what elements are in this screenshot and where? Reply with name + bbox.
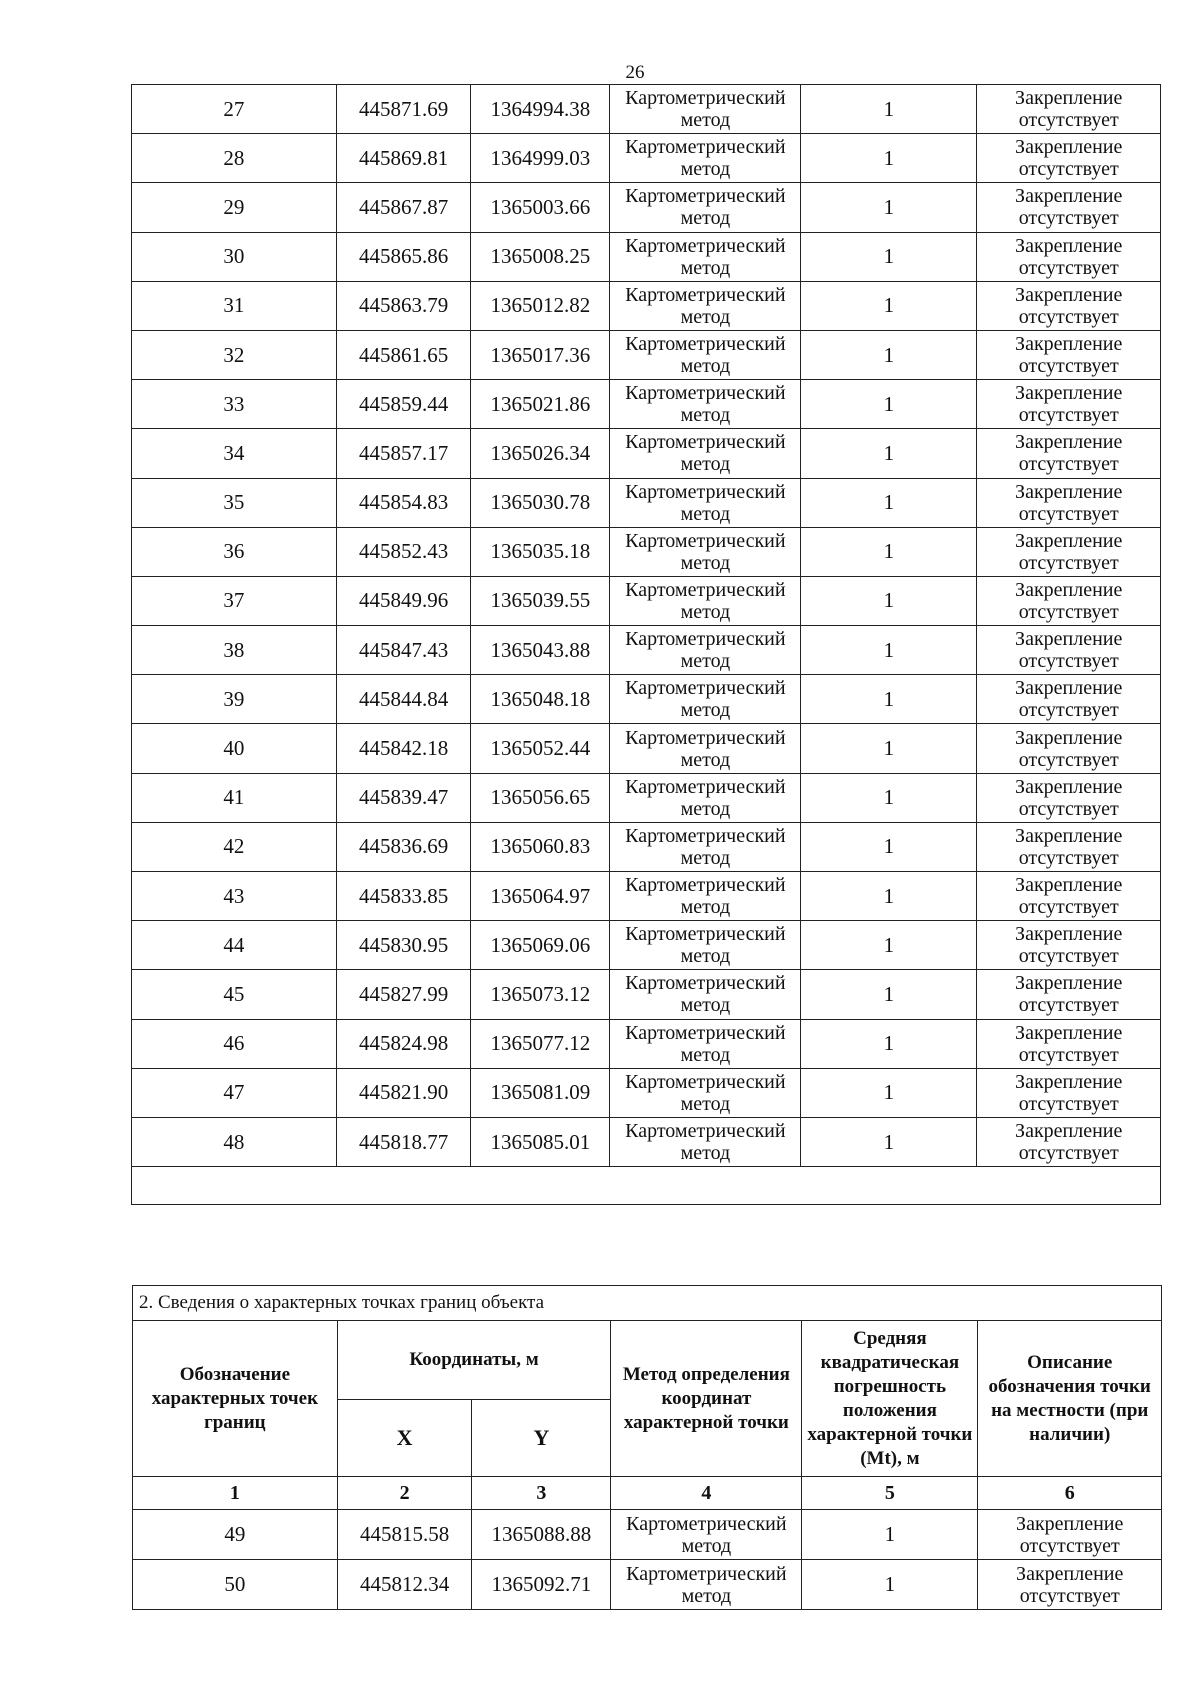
y-coordinate-cell: 1365085.01 [471,1117,610,1166]
y-coordinate-cell: 1365035.18 [471,527,610,576]
description-cell: Закрепление отсутствует [978,1560,1162,1610]
x-coordinate-cell: 445833.85 [336,872,471,921]
method-cell: Картометрический метод [610,478,801,527]
mean-error-cell: 1 [801,576,977,625]
method-cell: Картометрический метод [610,1068,801,1117]
x-coordinate-cell: 445824.98 [336,1019,471,1068]
mean-error-cell: 1 [801,281,977,330]
method-cell: Картометрический метод [610,921,801,970]
mean-error-cell: 1 [801,724,977,773]
description-cell: Закрепление отсутствует [977,1068,1161,1117]
x-coordinate-cell: 445859.44 [336,380,471,429]
y-coordinate-cell: 1364994.38 [471,85,610,134]
y-coordinate-cell: 1365064.97 [471,872,610,921]
mean-error-cell: 1 [801,183,977,232]
y-coordinate-cell: 1365043.88 [471,626,610,675]
description-cell: Закрепление отсутствует [977,478,1161,527]
y-coordinate-cell: 1365030.78 [471,478,610,527]
mean-error-cell: 1 [802,1560,978,1610]
x-coordinate-cell: 445854.83 [336,478,471,527]
point-number-cell: 27 [132,85,337,134]
mean-error-cell: 1 [801,1117,977,1166]
y-coordinate-cell: 1365008.25 [471,232,610,281]
x-coordinate-cell: 445865.86 [336,232,471,281]
table-row [132,675,1161,724]
table-row [132,134,1161,183]
header-method: Метод определения координат характерной точки [611,1321,802,1477]
y-coordinate-cell: 1365039.55 [471,576,610,625]
mean-error-cell: 1 [801,380,977,429]
description-cell: Закрепление отсутствует [977,626,1161,675]
mean-error-cell: 1 [801,626,977,675]
x-coordinate-cell: 445821.90 [336,1068,471,1117]
header-point-designation: Обозначение характерных точек границ [133,1321,338,1477]
mean-error-cell: 1 [801,921,977,970]
mean-error-cell: 1 [801,872,977,921]
table-row [132,281,1161,330]
description-cell: Закрепление отсутствует [977,576,1161,625]
point-number-cell: 41 [132,773,337,822]
header-mean-error: Средняя квадратическая погрешность положения характерной точки (Mt), м [802,1321,978,1477]
table-row [132,380,1161,429]
x-coordinate-cell: 445839.47 [336,773,471,822]
x-coordinate-cell: 445863.79 [336,281,471,330]
point-number-cell: 44 [132,921,337,970]
method-cell: Картометрический метод [610,1117,801,1166]
y-coordinate-cell: 1365026.34 [471,429,610,478]
column-number: 6 [978,1477,1162,1510]
method-cell: Картометрический метод [610,872,801,921]
x-coordinate-cell: 445844.84 [336,675,471,724]
mean-error-cell: 1 [801,1019,977,1068]
y-coordinate-cell: 1365017.36 [471,330,610,379]
point-number-cell: 43 [132,872,337,921]
y-coordinate-cell: 1365048.18 [471,675,610,724]
method-cell: Картометрический метод [610,773,801,822]
mean-error-cell: 1 [801,85,977,134]
method-cell: Картометрический метод [610,576,801,625]
table-caption: 2. Сведения о характерных точках границ объекта [133,1286,1162,1321]
mean-error-cell: 1 [801,822,977,871]
method-cell: Картометрический метод [610,675,801,724]
table-row [132,232,1161,281]
mean-error-cell: 1 [801,429,977,478]
point-number-cell: 40 [132,724,337,773]
x-coordinate-cell: 445852.43 [336,527,471,576]
point-number-cell: 36 [132,527,337,576]
y-coordinate-cell: 1365069.06 [471,921,610,970]
description-cell: Закрепление отсутствует [977,134,1161,183]
y-coordinate-cell: 1365081.09 [471,1068,610,1117]
table-row [132,183,1161,232]
point-number-cell: 38 [132,626,337,675]
x-coordinate-cell: 445836.69 [336,822,471,871]
description-cell: Закрепление отсутствует [977,970,1161,1019]
mean-error-cell: 1 [801,232,977,281]
table-row [133,1560,1162,1610]
table-row [132,1019,1161,1068]
empty-row [132,1167,1161,1205]
description-cell: Закрепление отсутствует [977,921,1161,970]
column-number: 2 [337,1477,472,1510]
header-description: Описание обозначения точки на местности (при наличии) [978,1321,1162,1477]
mean-error-cell: 1 [801,773,977,822]
x-coordinate-cell: 445867.87 [336,183,471,232]
mean-error-cell: 1 [802,1510,978,1560]
x-coordinate-cell: 445818.77 [336,1117,471,1166]
method-cell: Картометрический метод [611,1510,802,1560]
x-coordinate-cell: 445812.34 [337,1560,472,1610]
mean-error-cell: 1 [801,1068,977,1117]
point-number-cell: 29 [132,183,337,232]
coordinates-table-continued [131,84,1161,1205]
y-coordinate-cell: 1365060.83 [471,822,610,871]
y-coordinate-cell: 1365092.71 [472,1560,611,1610]
x-coordinate-cell: 445815.58 [337,1510,472,1560]
header-y: Y [472,1400,611,1477]
description-cell: Закрепление отсутствует [977,183,1161,232]
point-number-cell: 45 [132,970,337,1019]
page-number: 26 [625,62,645,83]
description-cell: Закрепление отсутствует [977,675,1161,724]
column-number: 4 [611,1477,802,1510]
y-coordinate-cell: 1364999.03 [471,134,610,183]
point-number-cell: 34 [132,429,337,478]
table-row [132,1068,1161,1117]
table-row [132,822,1161,871]
method-cell: Картометрический метод [611,1560,802,1610]
table-row [132,724,1161,773]
x-coordinate-cell: 445830.95 [336,921,471,970]
table-row [132,330,1161,379]
point-number-cell: 37 [132,576,337,625]
empty-cell [132,1167,1161,1205]
y-coordinate-cell: 1365003.66 [471,183,610,232]
point-number-cell: 42 [132,822,337,871]
point-number-cell: 31 [132,281,337,330]
method-cell: Картометрический метод [610,1019,801,1068]
table-row [132,527,1161,576]
description-cell: Закрепление отсутствует [977,527,1161,576]
description-cell: Закрепление отсутствует [977,380,1161,429]
y-coordinate-cell: 1365021.86 [471,380,610,429]
table-row [132,872,1161,921]
y-coordinate-cell: 1365012.82 [471,281,610,330]
method-cell: Картометрический метод [610,429,801,478]
x-coordinate-cell: 445827.99 [336,970,471,1019]
point-number-cell: 48 [132,1117,337,1166]
x-coordinate-cell: 445849.96 [336,576,471,625]
method-cell: Картометрический метод [610,183,801,232]
description-cell: Закрепление отсутствует [977,1019,1161,1068]
table-row [132,1117,1161,1166]
description-cell: Закрепление отсутствует [977,232,1161,281]
point-number-cell: 46 [132,1019,337,1068]
table-row [132,626,1161,675]
x-coordinate-cell: 445861.65 [336,330,471,379]
point-number-cell: 33 [132,380,337,429]
description-cell: Закрепление отсутствует [977,872,1161,921]
point-number-cell: 32 [132,330,337,379]
method-cell: Картометрический метод [610,724,801,773]
x-coordinate-cell: 445869.81 [336,134,471,183]
point-number-cell: 35 [132,478,337,527]
description-cell: Закрепление отсутствует [977,330,1161,379]
header-coordinates: Координаты, м [337,1321,611,1400]
method-cell: Картометрический метод [610,822,801,871]
description-cell: Закрепление отсутствует [977,822,1161,871]
table-row [132,429,1161,478]
description-cell: Закрепление отсутствует [977,773,1161,822]
point-number-cell: 47 [132,1068,337,1117]
table-row [132,921,1161,970]
description-cell: Закрепление отсутствует [977,85,1161,134]
x-coordinate-cell: 445871.69 [336,85,471,134]
method-cell: Картометрический метод [610,527,801,576]
point-number-cell: 39 [132,675,337,724]
y-coordinate-cell: 1365073.12 [471,970,610,1019]
x-coordinate-cell: 445857.17 [336,429,471,478]
description-cell: Закрепление отсутствует [978,1510,1162,1560]
x-coordinate-cell: 445842.18 [336,724,471,773]
table-row [132,478,1161,527]
table-row [132,85,1161,134]
mean-error-cell: 1 [801,675,977,724]
point-number-cell: 50 [133,1560,338,1610]
column-number: 3 [472,1477,611,1510]
mean-error-cell: 1 [801,970,977,1019]
method-cell: Картометрический метод [610,134,801,183]
method-cell: Картометрический метод [610,970,801,1019]
method-cell: Картометрический метод [610,330,801,379]
method-cell: Картометрический метод [610,380,801,429]
mean-error-cell: 1 [801,527,977,576]
boundary-points-table [132,1285,1162,1610]
header-x: X [337,1400,472,1477]
method-cell: Картометрический метод [610,281,801,330]
table-row [132,970,1161,1019]
column-number: 5 [802,1477,978,1510]
point-number-cell: 30 [132,232,337,281]
table-row [132,773,1161,822]
column-number: 1 [133,1477,338,1510]
description-cell: Закрепление отсутствует [977,724,1161,773]
description-cell: Закрепление отсутствует [977,429,1161,478]
y-coordinate-cell: 1365056.65 [471,773,610,822]
table-row [133,1510,1162,1560]
y-coordinate-cell: 1365077.12 [471,1019,610,1068]
x-coordinate-cell: 445847.43 [336,626,471,675]
method-cell: Картометрический метод [610,626,801,675]
y-coordinate-cell: 1365052.44 [471,724,610,773]
mean-error-cell: 1 [801,478,977,527]
table-row [132,576,1161,625]
point-number-cell: 28 [132,134,337,183]
mean-error-cell: 1 [801,134,977,183]
mean-error-cell: 1 [801,330,977,379]
y-coordinate-cell: 1365088.88 [472,1510,611,1560]
method-cell: Картометрический метод [610,232,801,281]
method-cell: Картометрический метод [610,85,801,134]
description-cell: Закрепление отсутствует [977,1117,1161,1166]
point-number-cell: 49 [133,1510,338,1560]
description-cell: Закрепление отсутствует [977,281,1161,330]
